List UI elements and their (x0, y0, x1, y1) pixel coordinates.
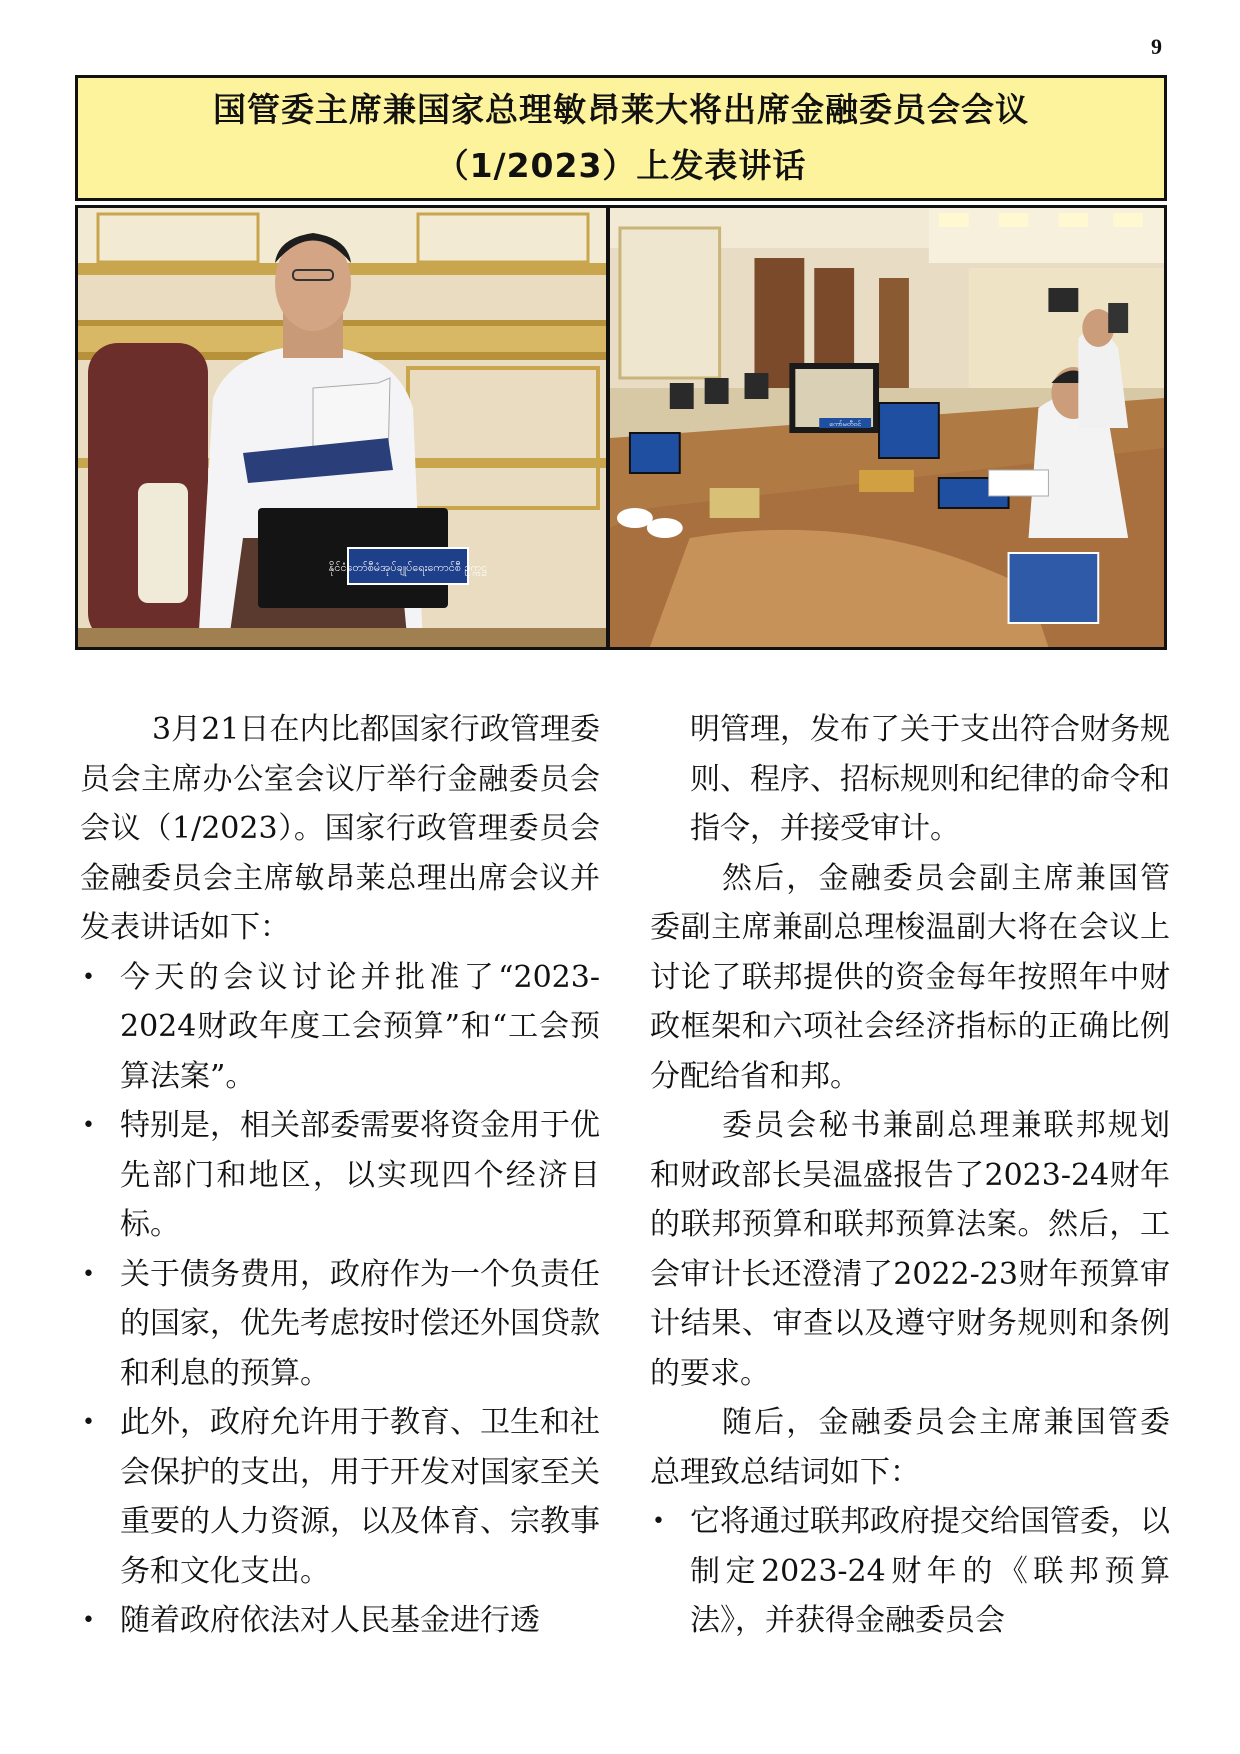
photo-strip (75, 205, 1167, 650)
list-item: • 随着政府依法对人民基金进行透 (80, 1596, 600, 1646)
article-title-line-1: 国管委主席兼国家总理敏昂莱大将出席金融委员会会议 (213, 90, 1029, 129)
left-bullet-list (80, 953, 600, 1646)
photo-chairman-image (78, 208, 606, 647)
photo-meeting-image (610, 208, 1164, 647)
paragraph-conclusion-intro: 随后，金融委员会主席兼国管委总理致总结词如下： (650, 1405, 1170, 1490)
list-item: • 今天的会议讨论并批准了“2023-2024财政年度工会预算”和“工会预算法案”。 (80, 953, 600, 1102)
list-item: • 关于债务费用，政府作为一个负责任的国家，优先考虑按时偿还外国贷款和利息的预算。 (80, 1250, 600, 1399)
list-item: • 它将通过联邦政府提交给国管委，以制定2023-24财年的《联邦预算法》，并获得金融委员会 (650, 1497, 1170, 1646)
article-body (80, 705, 1170, 1646)
article-title-box (75, 75, 1167, 201)
list-item: • 特别是，相关部委需要将资金用于优先部门和地区，以实现四个经济目标。 (80, 1101, 600, 1250)
bullet-continuation: 明管理，发布了关于支出符合财务规则、程序、招标规则和纪律的命令和指令，并接受审计。 (690, 712, 1170, 846)
intro-paragraph: 3月21日在内比都国家行政管理委员会主席办公室会议厅举行金融委员会会议（1/2023）。国家行政管理委员会金融委员会主席敏昂莱总理出席会议并发表讲话如下： (80, 712, 600, 945)
left-nameplate: နိုင်ငံတော်စီမံအုပ်ချုပ်ရေးကောင်စီ ဥက္ကဋ္ဌ (328, 561, 488, 574)
left-column (80, 705, 600, 1646)
page-number: 9 (1151, 34, 1162, 59)
photo-meeting-room (610, 208, 1164, 647)
right-nameplate: ကော်မတီဝင် (829, 419, 862, 429)
paragraph-secretary-report: 委员会秘书兼副总理兼联邦规划和财政部长吴温盛报告了2023-24财年的联邦预算和联邦预算法案。然后，工会审计长还澄清了2022-23财年预算审计结果、审查以及遵守财务规则和条例的要求。 (650, 1108, 1170, 1391)
right-column (650, 705, 1170, 1646)
paragraph-vice-chairman: 然后，金融委员会副主席兼国管委副主席兼副总理梭温副大将在会议上讨论了联邦提供的资金每年按照年中财政框架和六项社会经济指标的正确比例分配给省和邦。 (650, 860, 1170, 1094)
list-item: • 此外，政府允许用于教育、卫生和社会保护的支出，用于开发对国家至关重要的人力资源，以及体育、宗教事务和文化支出。 (80, 1398, 600, 1596)
article-title-line-2: （1/2023）上发表讲话 (435, 146, 807, 185)
photo-chairman-speaking (78, 208, 606, 647)
right-bullet-list (650, 1497, 1170, 1646)
